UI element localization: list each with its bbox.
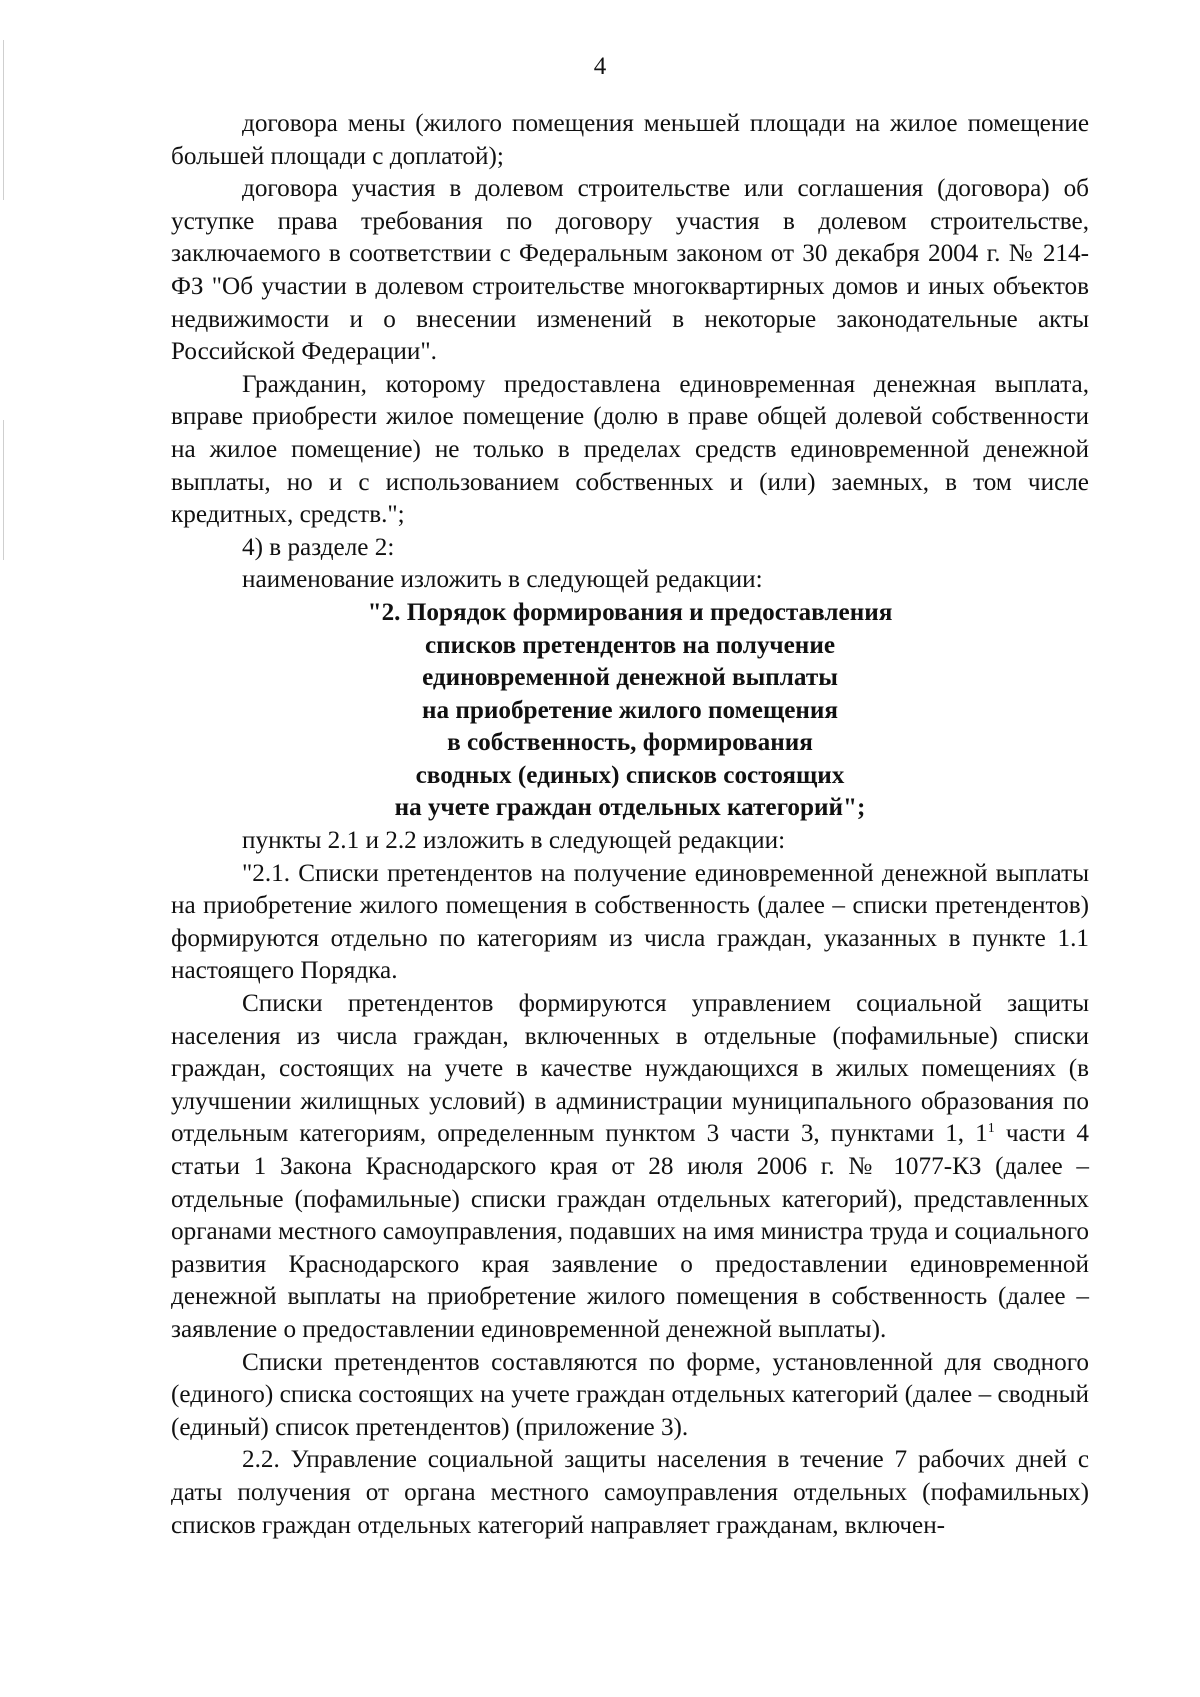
paragraph-with-superscript bbox=[171, 988, 1089, 1347]
heading-line: в собственность, формирования bbox=[447, 729, 813, 757]
heading-line: единовременной денежной выплаты bbox=[422, 664, 838, 692]
paragraph-part: Списки претендентов формируются управлением социальной защиты населения из числа граждан, включенных в отдельные (пофамильные) списки граждан, состоящих на учете в качестве нуждающихся в жилых помещениях (в улучшении жилищных условий) в администрации муниципального образования по отдельным категориям, определенным пунктом 3 части 3, пунктами 1, 1 bbox=[171, 990, 1089, 1148]
section-heading bbox=[171, 597, 1089, 825]
paragraph-part: части 4 статьи 1 Закона Краснодарского края от 28 июля 2006 г. № 1077-КЗ (далее – отдельные (пофамильные) списки граждан отдельных категорий), представленных органами местного самоуправления, подавших на имя министра труда и социального развития Краснодарского края заявление о предоставлении единовременной денежной выплаты на приобретение жилого помещения в собственность (далее – заявление о предоставлении единовременной денежной выплаты). bbox=[171, 1120, 1089, 1343]
paragraph: Списки претендентов составляются по форме, установленной для сводного (единого) списка состоящих на учете граждан отдельных категорий (далее – сводный (единый) список претендентов) (приложение 3). bbox=[171, 1348, 1089, 1441]
heading-line: списков претендентов на получение bbox=[424, 631, 836, 659]
page-number: 4 bbox=[593, 53, 607, 80]
heading-line: на приобретение жилого помещения bbox=[421, 696, 839, 724]
paragraph: "2.1. Списки претендентов на получение единовременной денежной выплаты на приобретение жилого помещения в собственность (далее – списки претендентов) формируются отдельно по категориям из числа граждан, указанных в пункте 1.1 настоящего Порядка. bbox=[171, 859, 1089, 985]
paragraph: 2.2. Управление социальной защиты населения в течение 7 рабочих дней с даты получения от органа местного самоуправления отдельных (пофамильных) списков граждан отдельных категорий направляет гражданам, включен- bbox=[171, 1446, 1089, 1539]
superscript: 1 bbox=[987, 1121, 995, 1137]
paragraph: наименование изложить в следующей редакции: bbox=[242, 566, 763, 594]
heading-line: "2. Порядок формирования и предоставления bbox=[367, 598, 893, 626]
document-body bbox=[171, 108, 1089, 1542]
paragraph: договора участия в долевом строительстве или соглашения (договора) об уступке права требования по договору участия в долевом строительстве, заключаемого в соответствии с Федеральным законом от 30 декабря 2004 г. № 214-ФЗ "Об участии в долевом строительстве многоквартирных домов и иных объектов недвижимости и о внесении изменений в некоторые законодательные акты Российской Федерации". bbox=[171, 175, 1089, 366]
heading-line: на учете граждан отдельных категорий"; bbox=[394, 794, 866, 822]
scan-edge-mark bbox=[3, 420, 4, 560]
paragraph: 4) в разделе 2: bbox=[242, 533, 395, 561]
paragraph: пункты 2.1 и 2.2 изложить в следующей редакции: bbox=[242, 827, 786, 855]
paragraph: Гражданин, которому предоставлена единовременная денежная выплата, вправе приобрести жилое помещение (долю в праве общей долевой собственности на жилое помещение) не только в пределах средств единовременной денежной выплаты, но и с использованием собственных и (или) заемных, в том числе кредитных, средств."; bbox=[171, 370, 1089, 529]
heading-line: сводных (единых) списков состоящих bbox=[415, 761, 845, 789]
paragraph: договора мены (жилого помещения меньшей площади на жилое помещение большей площади с доплатой); bbox=[171, 110, 1089, 170]
